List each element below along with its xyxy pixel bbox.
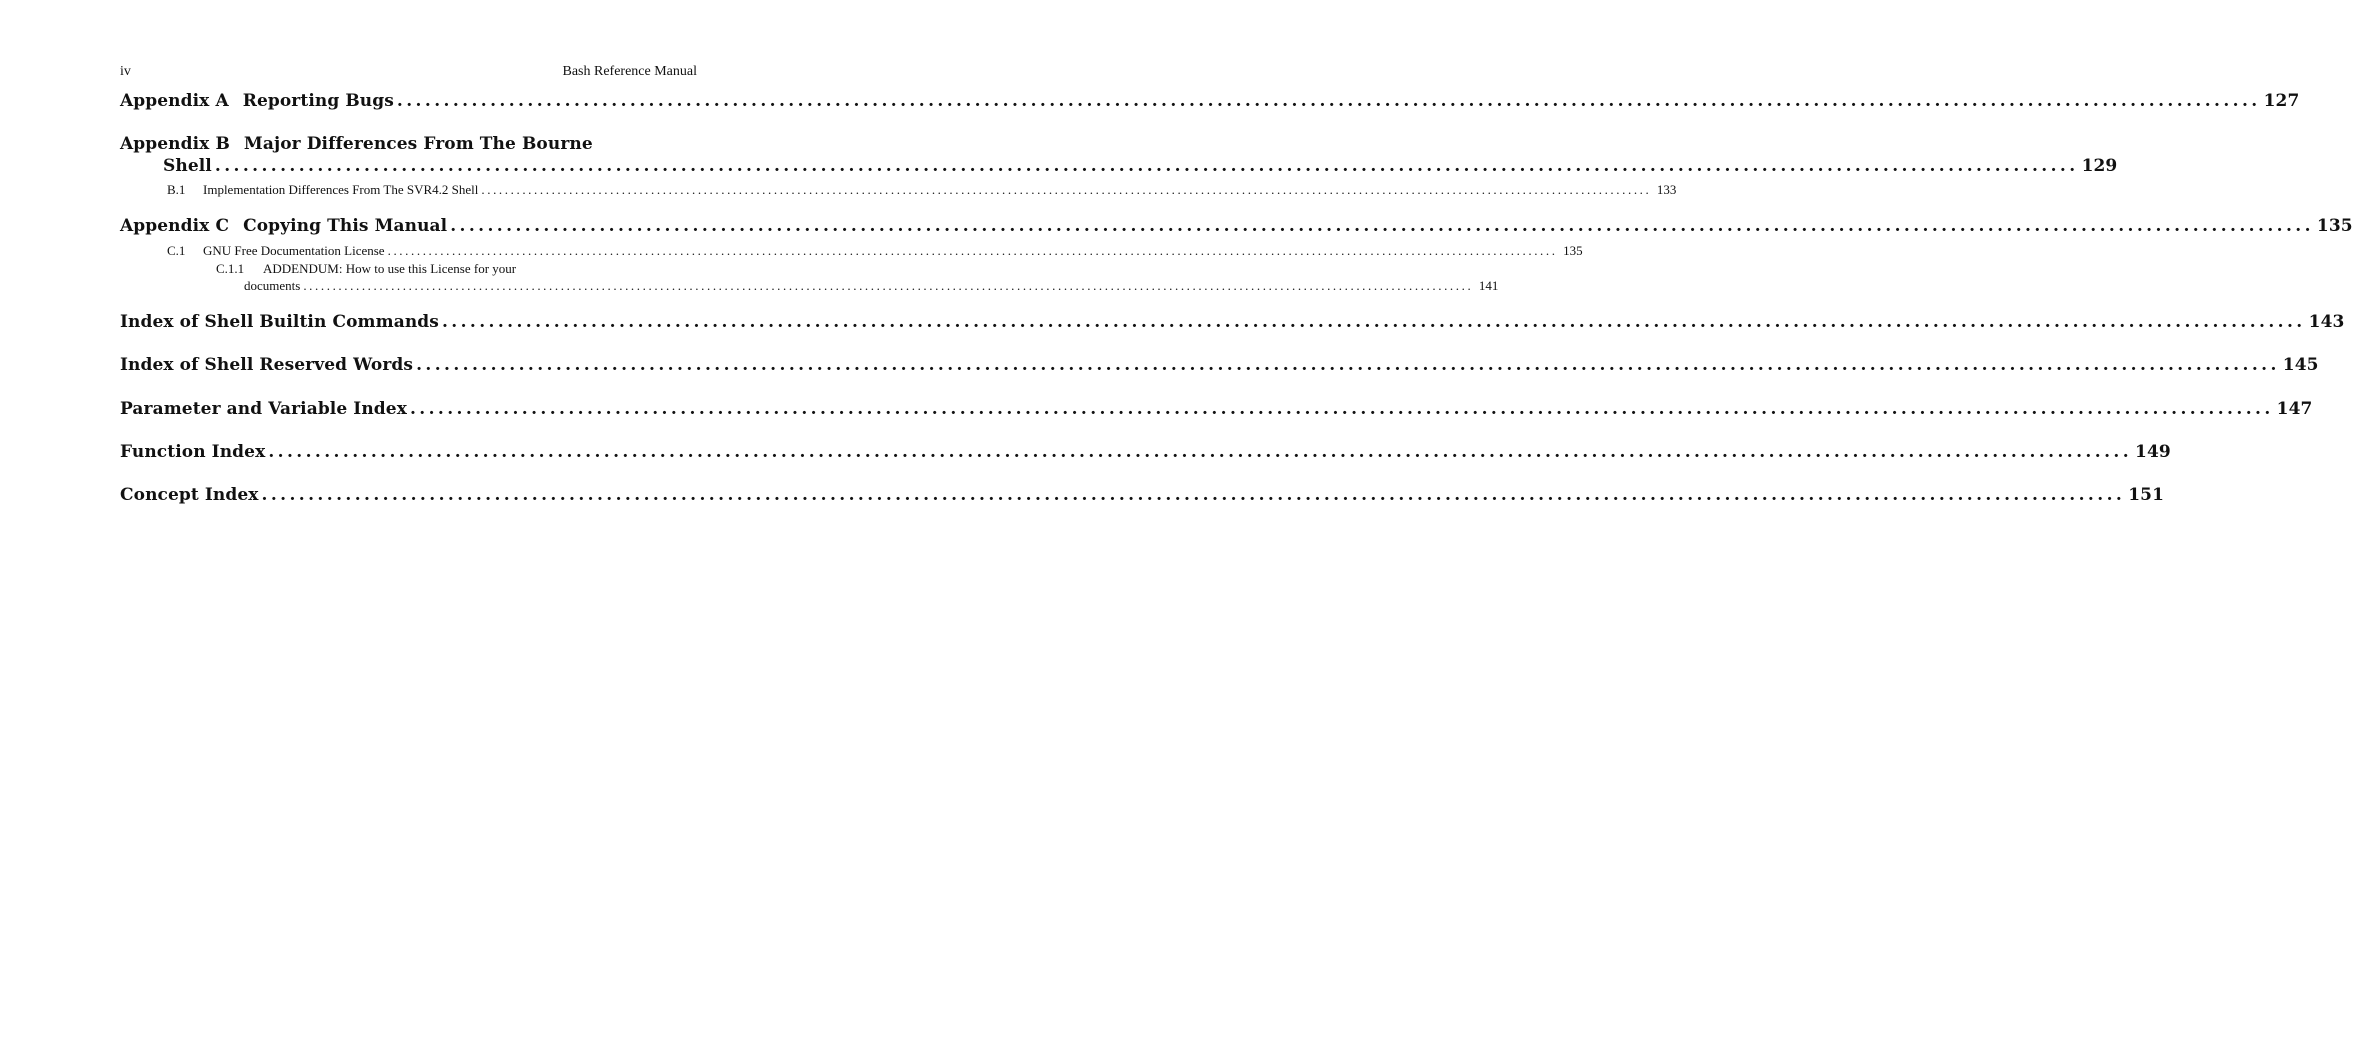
subsection-title: ADDENDUM: How to use this License for your	[263, 261, 517, 276]
toc-page-number: 149	[2135, 442, 2171, 462]
toc-entry-subsection-c11-line1[interactable]	[216, 261, 516, 277]
toc-entry-appendix-c[interactable]	[120, 216, 2353, 236]
dot-leader: ........................................................................................................................................................................................................	[396, 91, 2261, 111]
toc-page-number: 129	[2081, 156, 2118, 176]
dot-leader: ........................................................................................................................................................................................................	[416, 355, 2280, 375]
section-title: GNU Free Documentation License	[203, 243, 385, 258]
page-number: iv	[120, 64, 131, 79]
toc-entry-section-b1[interactable]	[167, 182, 1677, 198]
section-number: C.1	[167, 243, 186, 258]
toc-entry-appendix-b-line2[interactable]	[163, 156, 2118, 176]
toc-entry-title: Parameter and Variable Index	[120, 399, 407, 419]
toc-entry-builtin-index[interactable]	[120, 312, 2345, 332]
dot-leader: ........................................................................................................................................................................................................	[409, 399, 2274, 419]
dot-leader: ........................................................................................................................................................................................................	[450, 216, 2314, 236]
toc-entry-title: Function Index	[120, 442, 266, 462]
toc-entry-title: Index of Shell Builtin Commands	[120, 312, 439, 332]
subsection-title-continued: documents	[244, 278, 301, 293]
dot-leader: ........................................................................................................................................................................................................	[261, 485, 2126, 505]
toc-entry-function-index[interactable]	[120, 442, 2171, 462]
toc-entry-title	[167, 243, 385, 259]
toc-entry-variable-index[interactable]	[120, 399, 2313, 419]
toc-entry-reserved-words-index[interactable]	[120, 355, 2319, 375]
toc-entry-subsection-c11-line2[interactable]	[244, 278, 1499, 294]
toc-entry-appendix-b-line1[interactable]	[120, 134, 593, 154]
toc-page-number: 135	[2316, 216, 2353, 236]
appendix-title-continued: Shell	[163, 156, 212, 176]
toc-page-number: 133	[1656, 182, 1677, 197]
dot-leader: ........................................................................................................................................................................................................	[268, 442, 2133, 462]
appendix-label: Appendix C	[120, 216, 230, 236]
manual-title: Bash Reference Manual	[562, 64, 697, 79]
toc-page-number: 143	[2308, 312, 2345, 332]
toc-entry-title	[120, 91, 394, 111]
running-header	[120, 64, 697, 82]
toc-entry-section-c1[interactable]	[167, 243, 1583, 259]
appendix-title: Major Differences From The Bourne	[243, 134, 593, 154]
toc-entry-title	[167, 182, 478, 198]
toc-page-number: 141	[1478, 278, 1499, 293]
toc-page-number: 151	[2128, 485, 2165, 505]
appendix-label: Appendix A	[120, 91, 229, 111]
subsection-number: C.1.1	[216, 261, 245, 276]
toc-page-number: 147	[2276, 399, 2313, 419]
toc-entry-concept-index[interactable]	[120, 485, 2165, 505]
section-number: B.1	[167, 182, 186, 197]
toc-page-number: 127	[2263, 91, 2300, 111]
dot-leader: ........................................................................................................................................................................................................	[387, 243, 1558, 258]
toc-page-number: 145	[2282, 355, 2319, 375]
appendix-title: Copying This Manual	[243, 216, 448, 236]
appendix-label: Appendix B	[120, 134, 230, 154]
toc-page-number: 135	[1563, 243, 1583, 258]
section-title: Implementation Differences From The SVR4.2 Shell	[203, 182, 479, 197]
dot-leader: ........................................................................................................................................................................................................	[303, 278, 1474, 293]
toc-entry-title: Index of Shell Reserved Words	[120, 355, 414, 375]
dot-leader: ........................................................................................................................................................................................................	[214, 156, 2079, 176]
toc-entry-appendix-a[interactable]	[120, 91, 2300, 111]
dot-leader: ........................................................................................................................................................................................................	[481, 182, 1652, 197]
appendix-title: Reporting Bugs	[242, 91, 394, 111]
toc-entry-title	[120, 216, 447, 236]
toc-entry-title: Concept Index	[120, 485, 259, 505]
dot-leader: ........................................................................................................................................................................................................	[441, 312, 2306, 332]
